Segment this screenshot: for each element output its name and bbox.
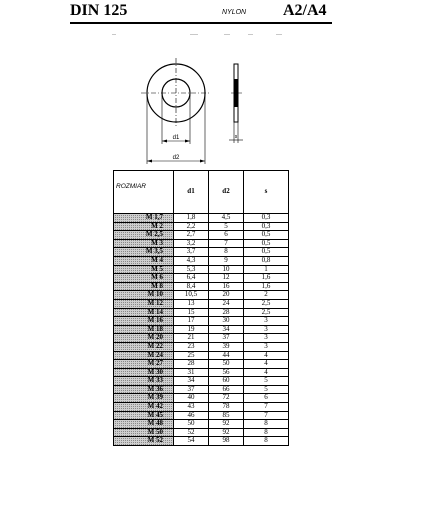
- d1-cell: 2,7: [174, 231, 209, 240]
- table-row: [114, 231, 289, 240]
- d2-cell: 6: [209, 231, 244, 240]
- s-label: s: [234, 134, 238, 140]
- d2-cell: 66: [209, 385, 244, 394]
- d2-cell: 37: [209, 334, 244, 343]
- s-cell: 0,3: [244, 214, 289, 223]
- d2-cell: 9: [209, 256, 244, 265]
- d1-cell: 52: [174, 428, 209, 437]
- d2-cell: 16: [209, 282, 244, 291]
- s-cell: 0,5: [244, 248, 289, 257]
- d2-cell: 60: [209, 377, 244, 386]
- d2-cell: 30: [209, 317, 244, 326]
- s-cell: 1,6: [244, 282, 289, 291]
- s-cell: 8: [244, 437, 289, 446]
- d1-cell: 10,5: [174, 291, 209, 300]
- table-row: [114, 351, 289, 360]
- size-cell: M 42: [114, 403, 174, 412]
- d2-cell: 5: [209, 222, 244, 231]
- dimensions-table: [113, 170, 289, 446]
- d1-cell: 34: [174, 377, 209, 386]
- size-cell: M 48: [114, 420, 174, 429]
- d1-cell: 21: [174, 334, 209, 343]
- d1-cell: 3,2: [174, 239, 209, 248]
- size-cell: M 3: [114, 239, 174, 248]
- s-cell: 0,5: [244, 231, 289, 240]
- s-cell: 4: [244, 368, 289, 377]
- d1-cell: 4,3: [174, 256, 209, 265]
- size-cell: M 10: [114, 291, 174, 300]
- d1-cell: 15: [174, 308, 209, 317]
- d1-column-header: d1: [174, 171, 209, 214]
- d1-cell: 25: [174, 351, 209, 360]
- size-cell: M 4: [114, 256, 174, 265]
- standard-title: DIN 125: [70, 2, 128, 19]
- d2-cell: 50: [209, 360, 244, 369]
- d2-column-header: d2: [209, 171, 244, 214]
- size-cell: M 22: [114, 342, 174, 351]
- d1-cell: 43: [174, 403, 209, 412]
- s-cell: 7: [244, 403, 289, 412]
- table-body: [114, 214, 289, 446]
- d1-cell: 13: [174, 299, 209, 308]
- size-cell: M 24: [114, 351, 174, 360]
- s-cell: 2: [244, 291, 289, 300]
- s-cell: 0,8: [244, 256, 289, 265]
- s-cell: 4: [244, 351, 289, 360]
- d2-cell: 28: [209, 308, 244, 317]
- d1-cell: 40: [174, 394, 209, 403]
- d1-cell: 19: [174, 325, 209, 334]
- d2-cell: 92: [209, 420, 244, 429]
- size-cell: M 2: [114, 222, 174, 231]
- table-row: [114, 437, 289, 446]
- s-cell: 2,5: [244, 308, 289, 317]
- size-cell: M 12: [114, 299, 174, 308]
- d2-cell: 8: [209, 248, 244, 257]
- s-cell: 4: [244, 360, 289, 369]
- table-row: [114, 282, 289, 291]
- d1-cell: 17: [174, 317, 209, 326]
- s-cell: 5: [244, 385, 289, 394]
- d2-label: d2: [172, 155, 180, 161]
- d1-cell: 50: [174, 420, 209, 429]
- s-cell: 1,6: [244, 274, 289, 283]
- d1-cell: 54: [174, 437, 209, 446]
- material-label: NYLON: [222, 9, 247, 16]
- table-row: [114, 428, 289, 437]
- table-row: [114, 368, 289, 377]
- d2-cell: 20: [209, 291, 244, 300]
- d1-cell: 5,3: [174, 265, 209, 274]
- table-row: [114, 256, 289, 265]
- size-cell: M 36: [114, 385, 174, 394]
- table-row: [114, 360, 289, 369]
- d2-cell: 12: [209, 274, 244, 283]
- size-cell: M 16: [114, 317, 174, 326]
- s-cell: 5: [244, 377, 289, 386]
- washer-side-view: [231, 64, 242, 122]
- washer-drawing: [0, 0, 432, 170]
- table-row: [114, 394, 289, 403]
- d1-cell: 3,7: [174, 248, 209, 257]
- table-row: [114, 317, 289, 326]
- d2-cell: 4,5: [209, 214, 244, 223]
- size-cell: M 6: [114, 274, 174, 283]
- d2-cell: 7: [209, 239, 244, 248]
- d1-cell: 31: [174, 368, 209, 377]
- size-cell: M 3,5: [114, 248, 174, 257]
- table-row: [114, 299, 289, 308]
- d2-cell: 39: [209, 342, 244, 351]
- d1-cell: 28: [174, 360, 209, 369]
- table-row: [114, 420, 289, 429]
- d2-cell: 10: [209, 265, 244, 274]
- d2-cell: 85: [209, 411, 244, 420]
- d1-label: d1: [172, 135, 180, 141]
- size-cell: M 45: [114, 411, 174, 420]
- d1-cell: 2,2: [174, 222, 209, 231]
- size-cell: M 1,7: [114, 214, 174, 223]
- d1-cell: 8,4: [174, 282, 209, 291]
- washer-front-view: [141, 58, 211, 128]
- grade-title: A2/A4: [283, 2, 327, 19]
- table-header-row: [114, 171, 289, 214]
- s-cell: 7: [244, 411, 289, 420]
- d1-cell: 6,4: [174, 274, 209, 283]
- s-dimension: [229, 122, 243, 143]
- d1-cell: 23: [174, 342, 209, 351]
- size-cell: M 2,5: [114, 231, 174, 240]
- size-cell: M 14: [114, 308, 174, 317]
- size-cell: M 8: [114, 282, 174, 291]
- d1-cell: 46: [174, 411, 209, 420]
- size-cell: M 33: [114, 377, 174, 386]
- s-cell: 2,5: [244, 299, 289, 308]
- table-row: [114, 403, 289, 412]
- s-cell: 3: [244, 325, 289, 334]
- s-cell: 3: [244, 317, 289, 326]
- s-cell: 3: [244, 334, 289, 343]
- table-row: [114, 342, 289, 351]
- s-column-header: s: [244, 171, 289, 214]
- size-cell: M 18: [114, 325, 174, 334]
- s-cell: 8: [244, 420, 289, 429]
- table-row: [114, 411, 289, 420]
- size-cell: M 20: [114, 334, 174, 343]
- table-row: [114, 377, 289, 386]
- s-cell: 3: [244, 342, 289, 351]
- s-cell: 0,3: [244, 222, 289, 231]
- size-cell: M 27: [114, 360, 174, 369]
- d2-cell: 98: [209, 437, 244, 446]
- size-cell: M 5: [114, 265, 174, 274]
- s-cell: 6: [244, 394, 289, 403]
- d2-cell: 44: [209, 351, 244, 360]
- size-cell: M 50: [114, 428, 174, 437]
- s-cell: 8: [244, 428, 289, 437]
- d1-cell: 1,8: [174, 214, 209, 223]
- d2-cell: 34: [209, 325, 244, 334]
- table-row: [114, 334, 289, 343]
- d1-cell: 37: [174, 385, 209, 394]
- table-row: [114, 214, 289, 223]
- d2-cell: 72: [209, 394, 244, 403]
- table-row: [114, 385, 289, 394]
- s-cell: 0,5: [244, 239, 289, 248]
- size-cell: M 39: [114, 394, 174, 403]
- d2-cell: 56: [209, 368, 244, 377]
- d2-cell: 78: [209, 403, 244, 412]
- size-cell: M 52: [114, 437, 174, 446]
- table-row: [114, 325, 289, 334]
- s-cell: 1: [244, 265, 289, 274]
- d2-cell: 92: [209, 428, 244, 437]
- table-row: [114, 274, 289, 283]
- size-column-header: ROZMIAR: [114, 171, 174, 214]
- size-cell: M 30: [114, 368, 174, 377]
- d2-cell: 24: [209, 299, 244, 308]
- table-row: [114, 308, 289, 317]
